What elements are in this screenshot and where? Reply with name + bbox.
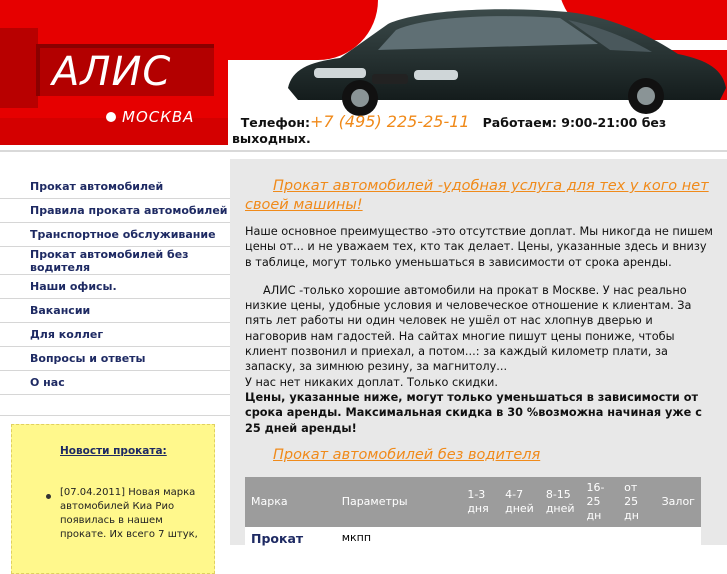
phone-label: Телефон:	[240, 115, 310, 130]
news-box	[11, 424, 215, 574]
sidebar-item-offices[interactable]: Наши офисы.	[0, 275, 230, 299]
sidebar-item-faq[interactable]: Вопросы и ответы	[0, 347, 230, 371]
logo-text[interactable]: АЛИС	[52, 49, 172, 95]
table-row	[245, 527, 701, 550]
car-illustration-icon	[268, 0, 727, 118]
deposit-cell	[656, 527, 701, 550]
about-paragraph: АЛИС -только хорошие автомобили на прокат в Москве. У нас реально низкие цены, удобные условия и человеческое отношение к клиентам. За пять лет работы ни один человек не ушёл от нас хлопнув дверью и наговорив нам гадостей. На сайтах многие пишут цены пониже, чтобы клиент позвонил и приехал, а потом...: за каждый километр плати, за запаску, за зимнюю резину, за магнитолу...	[245, 283, 692, 374]
col-header-params: Параметры	[336, 477, 462, 527]
sidebar-item-transport-service[interactable]: Транспортное обслуживание	[0, 223, 230, 247]
article	[245, 177, 715, 465]
table-header-row	[245, 477, 701, 527]
header-dark-slab	[0, 28, 38, 108]
price-cell	[581, 527, 619, 550]
col-header-4-7-days: 4-7 дней	[499, 477, 540, 527]
col-header-deposit: Залог	[656, 477, 701, 527]
sidebar-item-rental-without-driver[interactable]: Прокат автомобилей без водителя	[0, 247, 230, 275]
col-header-brand: Марка	[245, 477, 336, 527]
working-hours: Работаем: 9:00-21:00 без выходных.	[232, 115, 667, 146]
col-header-1-3-days: 1-3 дня	[461, 477, 499, 527]
discount-notice: Цены, указанные ниже, могут только уменьшаться в зависимости от срока аренды. Максимальная скидка в 30 %возможна начиная уже с 25 дней аренды!	[245, 390, 702, 435]
sidebar-nav	[0, 175, 230, 416]
price-cell	[618, 527, 655, 550]
section-heading-rental-without-driver[interactable]: Прокат автомобилей без водителя	[273, 446, 541, 463]
sidebar-item-rental-rules[interactable]: Правила проката автомобилей	[0, 199, 230, 223]
price-table	[245, 477, 701, 550]
price-cell	[540, 527, 581, 550]
sidebar-item-vacancies[interactable]: Вакансии	[0, 299, 230, 323]
sidebar-item-about[interactable]: О нас	[0, 371, 230, 395]
car-name-cell[interactable]: Прокат	[245, 527, 336, 550]
sidebar-item-for-colleagues[interactable]: Для коллег	[0, 323, 230, 347]
news-item: [07.04.2011] Новая марка автомобилей Киа Рио появилась в нашем прокате. Их всего 7 штук,	[60, 487, 198, 540]
main-content	[230, 159, 727, 545]
col-header-from-25-days: от 25 дн	[618, 477, 655, 527]
col-header-16-25-days: 16-25 дн	[581, 477, 619, 527]
bullet-icon	[46, 494, 51, 499]
sidebar-spacer	[0, 395, 230, 416]
news-title-link[interactable]: Новости проката:	[60, 445, 167, 457]
price-cell	[499, 527, 540, 550]
no-extra-fees-text: У нас нет никаких доплат. Только скидки.	[245, 375, 498, 389]
car-params-cell: мкпп	[336, 527, 462, 550]
contact-line	[232, 114, 727, 147]
phone-number[interactable]: +7 (495) 225-25-11	[309, 112, 470, 131]
col-header-8-15-days: 8-15 дней	[540, 477, 581, 527]
site-header	[0, 0, 727, 152]
city-label: МОСКВА	[122, 108, 195, 126]
header-car-image	[228, 0, 727, 118]
city-bullet-icon	[106, 112, 116, 122]
sidebar-item-car-rental[interactable]: Прокат автомобилей	[0, 175, 230, 199]
page-heading[interactable]: Прокат автомобилей -удобная услуга для тех у кого нет своей машины!	[245, 178, 709, 213]
intro-paragraph: Наше основное преимущество -это отсутствие доплат. Мы никогда не пишем цены от... и не уважаем тех, кто так делает. Цены, указанные здесь и внизу в таблице, могут только уменьшаться в зависимости от срока аренды.	[245, 225, 713, 269]
price-cell	[461, 527, 499, 550]
sidebar	[0, 159, 230, 545]
header-divider	[0, 150, 727, 152]
